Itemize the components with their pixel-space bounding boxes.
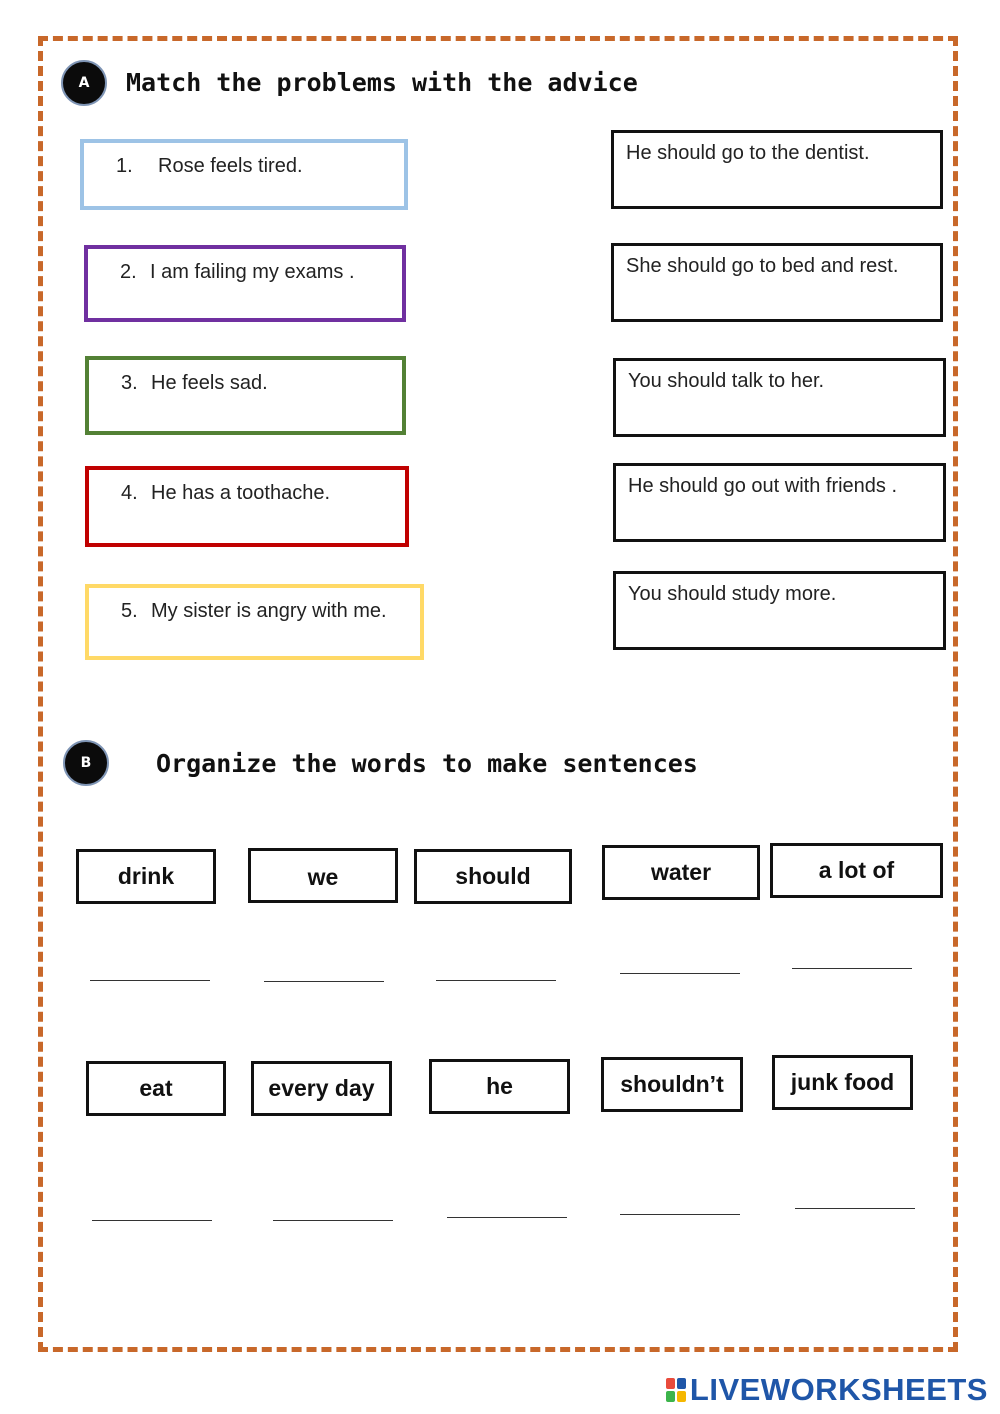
advice-box-4[interactable]: He should go out with friends . bbox=[613, 463, 946, 542]
liveworksheets-logo-icon bbox=[666, 1378, 686, 1402]
word-tile[interactable]: a lot of bbox=[770, 843, 943, 898]
word-tile[interactable]: eat bbox=[86, 1061, 226, 1116]
word-tile[interactable]: drink bbox=[76, 849, 216, 904]
word-tile[interactable]: should bbox=[414, 849, 572, 904]
brand-name: LIVEWORKSHEETS bbox=[689, 1372, 988, 1407]
problem-box-4[interactable] bbox=[85, 466, 409, 547]
problem-number: 4. bbox=[121, 482, 138, 504]
problem-box-2[interactable] bbox=[84, 245, 406, 322]
answer-blank[interactable] bbox=[620, 1214, 740, 1215]
advice-box-2[interactable]: She should go to bed and rest. bbox=[611, 243, 943, 322]
answer-blank[interactable] bbox=[264, 981, 384, 982]
problem-text: He has a toothache. bbox=[151, 482, 331, 504]
problem-text: He feels sad. bbox=[151, 372, 268, 394]
word-tile[interactable]: he bbox=[429, 1059, 570, 1114]
word-tile[interactable]: shouldn’t bbox=[601, 1057, 743, 1112]
problem-text: Rose feels tired. bbox=[158, 155, 303, 177]
problem-number: 3. bbox=[121, 372, 138, 394]
word-tile[interactable]: we bbox=[248, 848, 398, 903]
answer-blank[interactable] bbox=[795, 1208, 915, 1209]
section-a-badge bbox=[61, 60, 107, 106]
advice-box-5[interactable]: You should study more. bbox=[613, 571, 946, 650]
problem-box-3[interactable] bbox=[85, 356, 406, 435]
answer-blank[interactable] bbox=[436, 980, 556, 981]
word-tile[interactable]: junk food bbox=[772, 1055, 913, 1110]
problem-box-1[interactable] bbox=[80, 139, 408, 210]
problem-text: My sister is angry with me. bbox=[151, 600, 387, 622]
word-tile[interactable]: water bbox=[602, 845, 760, 900]
answer-blank[interactable] bbox=[273, 1220, 393, 1221]
section-b-heading: Organize the words to make sentences bbox=[156, 749, 698, 778]
problem-number: 2. bbox=[120, 261, 137, 283]
advice-box-3[interactable]: You should talk to her. bbox=[613, 358, 946, 437]
problem-number: 5. bbox=[121, 600, 138, 622]
section-b-badge bbox=[63, 740, 109, 786]
answer-blank[interactable] bbox=[92, 1220, 212, 1221]
problem-text: I am failing my exams . bbox=[150, 261, 355, 283]
answer-blank[interactable] bbox=[792, 968, 912, 969]
problem-number: 1. bbox=[116, 155, 133, 177]
section-b-badge-label: B bbox=[80, 755, 92, 771]
answer-blank[interactable] bbox=[620, 973, 740, 974]
advice-box-1[interactable]: He should go to the dentist. bbox=[611, 130, 943, 209]
section-a-badge-label: A bbox=[78, 75, 90, 91]
answer-blank[interactable] bbox=[447, 1217, 567, 1218]
answer-blank[interactable] bbox=[90, 980, 210, 981]
word-tile[interactable]: every day bbox=[251, 1061, 392, 1116]
worksheet-frame bbox=[38, 36, 958, 1352]
problem-box-5[interactable] bbox=[85, 584, 424, 660]
section-a-heading: Match the problems with the advice bbox=[126, 68, 638, 97]
liveworksheets-brand bbox=[666, 1372, 988, 1408]
